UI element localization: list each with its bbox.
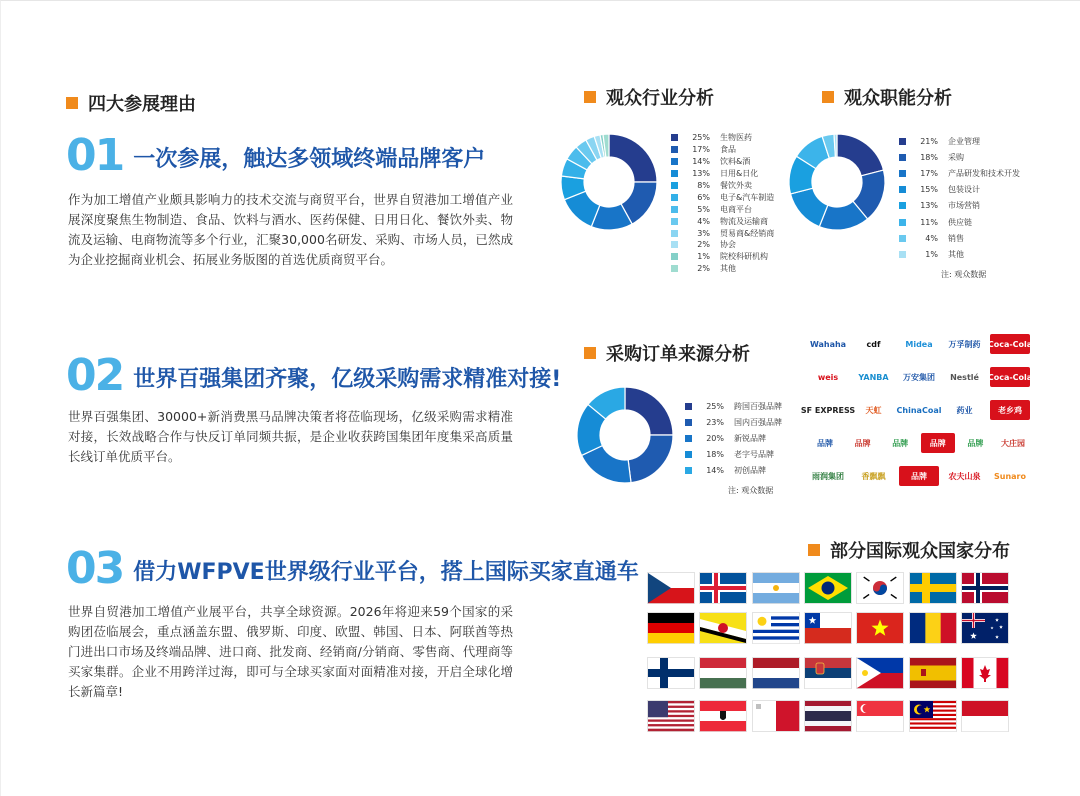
brand-logo: cdf — [866, 339, 881, 349]
orders-legend-percent: 23% — [706, 417, 724, 427]
brand-logo: 农夫山泉 — [948, 471, 981, 481]
industry-legend-item — [671, 251, 774, 263]
canada-flag — [962, 658, 1008, 688]
philippines-flag — [857, 658, 903, 688]
industry-legend-swatch — [671, 170, 678, 177]
reason-03-number: 03 — [66, 543, 124, 594]
orders-legend-item — [685, 463, 782, 479]
reasons-heading — [66, 90, 196, 116]
industry-legend-percent: 2% — [697, 264, 710, 274]
usa-flag-graphic — [648, 701, 694, 731]
industry-legend-swatch — [671, 134, 678, 141]
role-legend-percent: 15% — [920, 185, 938, 195]
singapore-flag — [857, 701, 903, 731]
australia-flag-graphic — [962, 613, 1008, 643]
finland-flag — [648, 658, 694, 688]
brunei-flag-graphic — [700, 613, 746, 643]
vietnam-flag-graphic — [857, 613, 903, 643]
role-legend-swatch — [899, 138, 906, 145]
brand-logo: SF EXPRESS — [800, 405, 856, 415]
brunei-flag — [700, 613, 746, 643]
industry-legend-swatch — [671, 158, 678, 165]
canada-flag-graphic — [962, 658, 1008, 688]
usa-flag — [648, 701, 694, 731]
spain-flag — [910, 658, 956, 688]
role-legend-item — [899, 165, 1020, 181]
brand-logo: 大庄园 — [1001, 438, 1025, 448]
brand-logo: Coca-Cola — [990, 367, 1030, 387]
brand-logo: 万安集团 — [903, 372, 935, 382]
industry-legend-label: 物流及运输商 — [720, 216, 768, 226]
czech-flag — [648, 573, 694, 603]
reason-01-title: 一次参展，触达多领域终端品牌客户 — [133, 147, 486, 172]
role-legend-label: 市场营销 — [948, 201, 980, 211]
industry-legend-percent: 4% — [697, 216, 710, 226]
brand-logo: 品牌 — [817, 438, 833, 448]
australia-flag — [962, 613, 1008, 643]
vietnam-flag — [857, 613, 903, 643]
reason-03-title: 借力WFPVE世界级行业平台，搭上国际买家直通车 — [133, 560, 639, 585]
role-legend-swatch — [899, 170, 906, 177]
industry-legend-percent: 6% — [697, 192, 710, 202]
romania-flag — [910, 613, 956, 643]
industry-legend-percent: 14% — [692, 157, 710, 167]
role-legend — [899, 133, 1020, 263]
role-legend-label: 采购 — [948, 152, 964, 162]
brand-logo: Sunaro — [994, 471, 1026, 481]
industry-legend-label: 餐饮外卖 — [720, 181, 752, 190]
industry-legend-swatch — [671, 146, 678, 153]
czech-flag-graphic — [648, 573, 694, 603]
role-legend-percent: 11% — [920, 217, 938, 227]
norway-flag-graphic — [962, 573, 1008, 603]
industry-legend-swatch — [671, 265, 678, 272]
brand-logo: Midea — [905, 339, 933, 349]
uruguay-flag — [753, 613, 799, 643]
role-slice-3 — [791, 188, 828, 226]
role-legend-item — [899, 133, 1020, 149]
role-legend-percent: 21% — [920, 136, 938, 146]
role-legend-item — [899, 214, 1020, 230]
reason-02-number: 02 — [66, 350, 124, 401]
malta-flag — [753, 701, 799, 731]
role-legend-swatch — [899, 235, 906, 242]
brand-logo: 雨润集团 — [812, 471, 844, 481]
serbia-flag — [805, 658, 851, 688]
industry-legend-label: 其他 — [720, 264, 736, 274]
orders-legend-percent: 18% — [706, 450, 724, 460]
indonesia-flag — [962, 701, 1008, 731]
orders-legend — [685, 398, 782, 479]
role-legend-item — [899, 198, 1020, 214]
orders-legend-swatch — [685, 403, 692, 410]
orange-square-icon — [584, 347, 596, 359]
brand-logo: 香飘飘 — [861, 471, 886, 481]
role-legend-swatch — [899, 186, 906, 193]
industry-legend-label: 食品 — [720, 145, 736, 155]
industry-legend-item — [671, 132, 774, 144]
role-chart-title-text: 观众职能分析 — [844, 88, 952, 109]
sweden-flag — [910, 573, 956, 603]
industry-legend-item — [671, 215, 774, 227]
industry-legend-label: 电子&汽车制造 — [720, 192, 775, 202]
chile-flag — [805, 613, 851, 643]
industry-legend-percent: 1% — [697, 252, 710, 262]
austria-flag-graphic — [700, 701, 746, 731]
role-legend-item — [899, 246, 1020, 262]
orange-square-icon — [584, 91, 596, 103]
orders-legend-item — [685, 430, 782, 446]
brand-logo: Nestlé — [950, 372, 979, 382]
industry-legend-label: 电商平台 — [720, 204, 752, 214]
orders-legend-label: 初创品牌 — [734, 466, 766, 476]
reasons-heading-text: 四大参展理由 — [88, 94, 196, 115]
industry-legend-percent: 8% — [697, 181, 710, 190]
orange-square-icon — [808, 544, 820, 556]
orders-legend-percent: 20% — [706, 433, 724, 443]
chile-flag-graphic — [805, 613, 851, 643]
netherlands-flag — [753, 658, 799, 688]
countries-title — [808, 537, 1010, 563]
industry-legend-item — [671, 156, 774, 168]
role-legend-item — [899, 149, 1020, 165]
industry-legend-item — [671, 227, 774, 239]
iceland-flag-graphic — [700, 573, 746, 603]
countries-title-text: 部分国际观众国家分布 — [830, 541, 1010, 562]
role-legend-label: 供应链 — [948, 217, 972, 227]
argentina-flag-graphic — [753, 573, 799, 603]
industry-chart-title — [584, 84, 714, 110]
reason-03-heading — [66, 543, 639, 594]
role-legend-percent: 4% — [925, 233, 938, 243]
germany-flag — [648, 613, 694, 643]
orders-legend-label: 国内百强品牌 — [734, 417, 782, 427]
brazil-flag — [805, 573, 851, 603]
germany-flag-graphic — [648, 613, 694, 643]
industry-legend-item — [671, 144, 774, 156]
reason-02-title: 世界百强集团齐聚，亿级采购需求精准对接! — [133, 367, 562, 392]
role-legend-label: 其他 — [948, 249, 964, 259]
brand-logo: 品牌 — [899, 466, 939, 486]
industry-legend-percent: 2% — [697, 240, 710, 250]
role-legend-label: 产品研发和技术开发 — [948, 168, 1020, 178]
industry-legend-item — [671, 239, 774, 251]
reason-01-text: 作为加工增值产业颇具影响力的技术交流与商贸平台，世界自贸港加工增值产业展深度聚焦生物制造、食品、饮料与酒水、医药保健、日用日化、餐饮外卖、物流及运输、电商物流等多个行业，汇聚30,000名研发、采购、市场人员，已然成为企业挖掘商业机会、拓展业务版图的首选优质商贸平台。 — [68, 192, 513, 267]
industry-legend-label: 贸易商&经销商 — [720, 228, 775, 238]
orders-slice-0 — [625, 387, 673, 435]
role-legend-percent: 1% — [925, 249, 938, 259]
malta-flag-graphic — [753, 701, 799, 731]
role-legend-percent: 18% — [920, 152, 938, 162]
industry-legend-label: 院校科研机构 — [720, 252, 768, 262]
brand-logo: Wahaha — [809, 339, 847, 349]
role-legend-percent: 13% — [920, 201, 938, 211]
brand-logo: Coca-Cola — [990, 334, 1030, 354]
argentina-flag — [753, 573, 799, 603]
role-legend-item — [899, 230, 1020, 246]
industry-legend-swatch — [671, 253, 678, 260]
industry-legend-item — [671, 203, 774, 215]
orders-legend-label: 跨国百强品牌 — [734, 401, 782, 411]
orders-legend-item — [685, 398, 782, 414]
reason-02-text: 世界百强集团、30000+新消费黑马品牌决策者将莅临现场，亿级采购需求精准对接，长效战略合作与快反订单同频共振，是企业收获跨国集团年度集采高质量长线订单优质平台。 — [68, 409, 513, 464]
thailand-flag — [805, 701, 851, 731]
brand-logo: 万孚制药 — [948, 339, 981, 349]
thailand-flag-graphic — [805, 701, 851, 731]
brand-logo-wall — [800, 334, 1033, 494]
industry-legend-label: 生物医药 — [720, 133, 752, 143]
role-donut-chart — [788, 133, 886, 231]
orange-square-icon — [822, 91, 834, 103]
brazil-flag-graphic — [805, 573, 851, 603]
spain-flag-graphic — [910, 658, 956, 688]
role-chart-note: 注: 观众数据 — [941, 270, 987, 279]
country-flags-grid — [648, 573, 1008, 733]
hungary-flag — [700, 658, 746, 688]
industry-legend-percent: 17% — [692, 145, 710, 155]
brand-logo: 老乡鸡 — [990, 400, 1030, 420]
malaysia-flag-graphic — [910, 701, 956, 731]
orders-legend-swatch — [685, 467, 692, 474]
industry-chart-title-text: 观众行业分析 — [606, 88, 714, 109]
orders-chart-note: 注: 观众数据 — [728, 486, 774, 495]
role-legend-swatch — [899, 154, 906, 161]
brand-logo: ChinaCoal — [896, 405, 942, 415]
brand-logo: 药业 — [956, 405, 973, 415]
industry-legend — [671, 132, 774, 275]
brand-logo: 品牌 — [921, 433, 955, 453]
industry-legend-swatch — [671, 241, 678, 248]
industry-legend-item — [671, 168, 774, 180]
role-legend-swatch — [899, 251, 906, 258]
orders-legend-percent: 25% — [706, 401, 724, 411]
role-legend-label: 企业管理 — [948, 136, 980, 146]
industry-legend-percent: 5% — [697, 204, 710, 214]
industry-legend-item — [671, 180, 774, 192]
orders-slice-1 — [628, 435, 673, 483]
brand-logo: YANBA — [858, 372, 889, 382]
brand-logo: 品牌 — [892, 438, 909, 448]
role-legend-swatch — [899, 202, 906, 209]
industry-legend-swatch — [671, 194, 678, 201]
role-legend-label: 包装设计 — [948, 185, 980, 195]
industry-legend-label: 日用&日化 — [720, 169, 759, 179]
industry-legend-item — [671, 263, 774, 275]
industry-legend-item — [671, 191, 774, 203]
role-chart-title — [822, 84, 952, 110]
industry-legend-percent: 3% — [697, 228, 710, 238]
orders-legend-label: 老字号品牌 — [734, 450, 774, 460]
role-legend-percent: 17% — [920, 168, 938, 178]
romania-flag-graphic — [910, 613, 956, 643]
role-legend-swatch — [899, 219, 906, 226]
orders-chart-title — [584, 340, 750, 366]
orders-legend-label: 新锐品牌 — [734, 433, 766, 443]
industry-legend-label: 饮料&酒 — [720, 157, 751, 167]
brand-logo: 品牌 — [854, 438, 871, 448]
malaysia-flag — [910, 701, 956, 731]
orders-legend-swatch — [685, 419, 692, 426]
orders-donut-chart — [576, 386, 674, 484]
orders-legend-item — [685, 447, 782, 463]
uruguay-flag-graphic — [753, 613, 799, 643]
industry-legend-swatch — [671, 218, 678, 225]
role-slice-0 — [837, 134, 883, 176]
role-legend-label: 销售 — [948, 233, 964, 243]
netherlands-flag-graphic — [753, 658, 799, 688]
orders-legend-swatch — [685, 451, 692, 458]
serbia-flag-graphic — [805, 658, 851, 688]
reason-01-number: 01 — [66, 130, 124, 181]
industry-legend-swatch — [671, 206, 678, 213]
industry-donut-chart — [560, 133, 658, 231]
iceland-flag — [700, 573, 746, 603]
orders-legend-item — [685, 414, 782, 430]
hungary-flag-graphic — [700, 658, 746, 688]
orange-square-icon — [66, 97, 78, 109]
austria-flag — [700, 701, 746, 731]
indonesia-flag-graphic — [962, 701, 1008, 731]
philippines-flag-graphic — [857, 658, 903, 688]
brand-logo: weis — [817, 372, 839, 382]
orders-chart-title-text: 采购订单来源分析 — [606, 344, 750, 365]
reason-03-text: 世界自贸港加工增值产业展平台，共享全球资源。2026年将迎来59个国家的采购团莅临展会，重点涵盖东盟、俄罗斯、印度、欧盟、韩国、日本、阿联酋等热门进出口市场及终端品牌、进口商、批发商、经销商/分销商、零售商、代理商等买家集群。企业不用跨洋过海，即可与全球买家面对面精准对接，开启全球化增长新篇章! — [68, 604, 513, 699]
south-korea-flag-graphic — [857, 573, 903, 603]
industry-legend-swatch — [671, 182, 678, 189]
industry-legend-swatch — [671, 230, 678, 237]
reason-02-heading — [66, 350, 562, 401]
role-legend-item — [899, 182, 1020, 198]
industry-slice-0 — [609, 134, 657, 182]
reason-01-heading — [66, 130, 486, 181]
orders-legend-swatch — [685, 435, 692, 442]
brand-logo: 天虹 — [865, 405, 882, 415]
industry-legend-percent: 13% — [692, 169, 710, 179]
brand-logo: 品牌 — [967, 438, 984, 448]
sweden-flag-graphic — [910, 573, 956, 603]
south-korea-flag — [857, 573, 903, 603]
industry-legend-percent: 25% — [692, 133, 710, 143]
industry-legend-label: 协会 — [720, 240, 736, 250]
orders-legend-percent: 14% — [706, 466, 724, 476]
norway-flag — [962, 573, 1008, 603]
finland-flag-graphic — [648, 658, 694, 688]
singapore-flag-graphic — [857, 701, 903, 731]
